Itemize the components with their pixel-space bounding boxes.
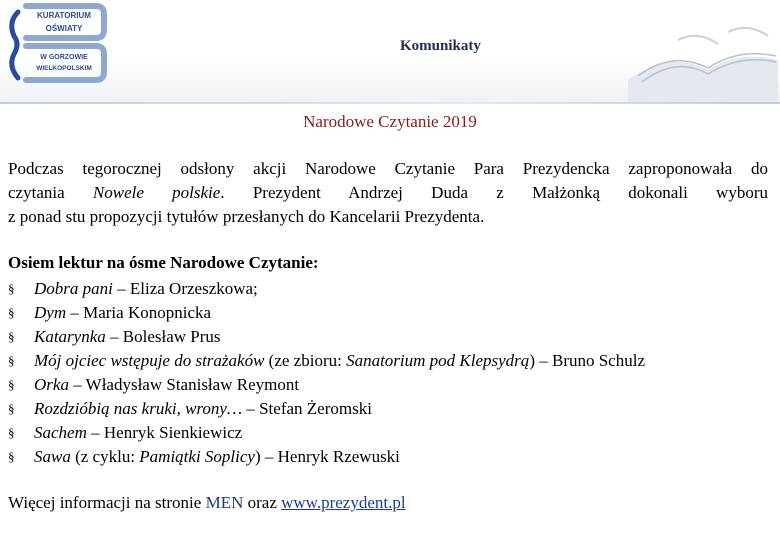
- book-author: – Eliza Orzeszkowa;: [112, 279, 258, 298]
- book-source-prefix: (z cyklu:: [70, 447, 140, 466]
- list-item: [8, 445, 645, 469]
- intro-line-3: z ponad stu propozycji tytułów przesłanych do Kancelarii Prezydenta.: [8, 207, 485, 226]
- bullet-icon: §: [8, 281, 15, 296]
- prezydent-link[interactable]: www.prezydent.pl: [281, 493, 406, 512]
- list-item: [8, 325, 645, 349]
- list-item: [8, 397, 645, 421]
- book-source-prefix: (ze zbioru:: [264, 351, 347, 370]
- book-title: Dobra pani: [34, 279, 113, 298]
- document-title: Narodowe Czytanie 2019: [303, 112, 477, 131]
- book-title: Sachem: [34, 423, 87, 442]
- header-banner: [0, 0, 780, 104]
- list-heading: Osiem lektur na ósme Narodowe Czytanie:: [8, 253, 319, 272]
- book-author: ) – Henryk Rzewuski: [254, 447, 400, 466]
- bullet-icon: §: [8, 329, 15, 344]
- list-item: [8, 421, 645, 445]
- book-title: Rozdzióbią nas kruki, wrony…: [34, 399, 243, 418]
- kuratorium-logo-icon: [4, 2, 108, 84]
- intro-line-2-before: czytania: [8, 183, 93, 202]
- book-author: – Władysław Stanisław Reymont: [68, 375, 300, 394]
- bullet-icon: §: [8, 401, 15, 416]
- book-collection-title: Pamiątki Soplicy: [139, 447, 255, 466]
- more-info-middle: oraz: [243, 493, 282, 512]
- bullet-icon: §: [8, 353, 15, 368]
- intro-line-1: Podczas tegorocznej odsłony akcji Narodowe Czytanie Para Prezydencka zaproponowała do: [8, 159, 768, 178]
- header-title: Komunikaty: [400, 38, 481, 54]
- header-divider: [0, 102, 780, 104]
- book-title: Dym: [34, 303, 67, 322]
- intro-book-title: Nowele polskie: [92, 183, 221, 202]
- logo-line-4: WIELKOPOLSKIM: [36, 65, 92, 72]
- book-collection-title: Sanatorium pod Klepsydrą: [346, 351, 530, 370]
- bullet-icon: §: [8, 377, 15, 392]
- logo-line-2: OŚWIATY: [45, 24, 83, 33]
- book-title: Sawa: [34, 447, 71, 466]
- intro-line-2: [8, 181, 768, 205]
- list-item: [8, 301, 645, 325]
- list-item: [8, 349, 645, 373]
- book-author: – Henryk Sienkiewicz: [86, 423, 243, 442]
- intro-line-2-after: . Prezydent Andrzej Duda z Małżonką dokonali wyboru: [220, 183, 768, 202]
- book-author: – Bolesław Prus: [105, 327, 221, 346]
- men-text: MEN: [205, 493, 244, 512]
- book-title: Katarynka: [34, 327, 106, 346]
- list-item: [8, 373, 645, 397]
- bullet-icon: §: [8, 305, 15, 320]
- logo-line-1: KURATORIUM: [37, 11, 91, 20]
- list-item: [8, 277, 645, 301]
- book-title: Mój ojciec wstępuje do strażaków: [34, 351, 265, 370]
- book-title: Orka: [34, 375, 69, 394]
- book-author: ) – Bruno Schulz: [529, 351, 645, 370]
- bullet-icon: §: [8, 425, 15, 440]
- open-book-icon: [618, 10, 780, 104]
- logo-line-3: W GORZOWIE: [40, 54, 88, 61]
- book-author: – Maria Konopnicka: [66, 303, 212, 322]
- book-author: – Stefan Żeromski: [242, 399, 372, 418]
- intro-paragraph: [8, 157, 768, 229]
- more-info-text: Więcej informacji na stronie: [8, 493, 206, 512]
- more-info-line: [8, 493, 406, 513]
- bullet-icon: §: [8, 449, 15, 464]
- book-list: [8, 277, 645, 469]
